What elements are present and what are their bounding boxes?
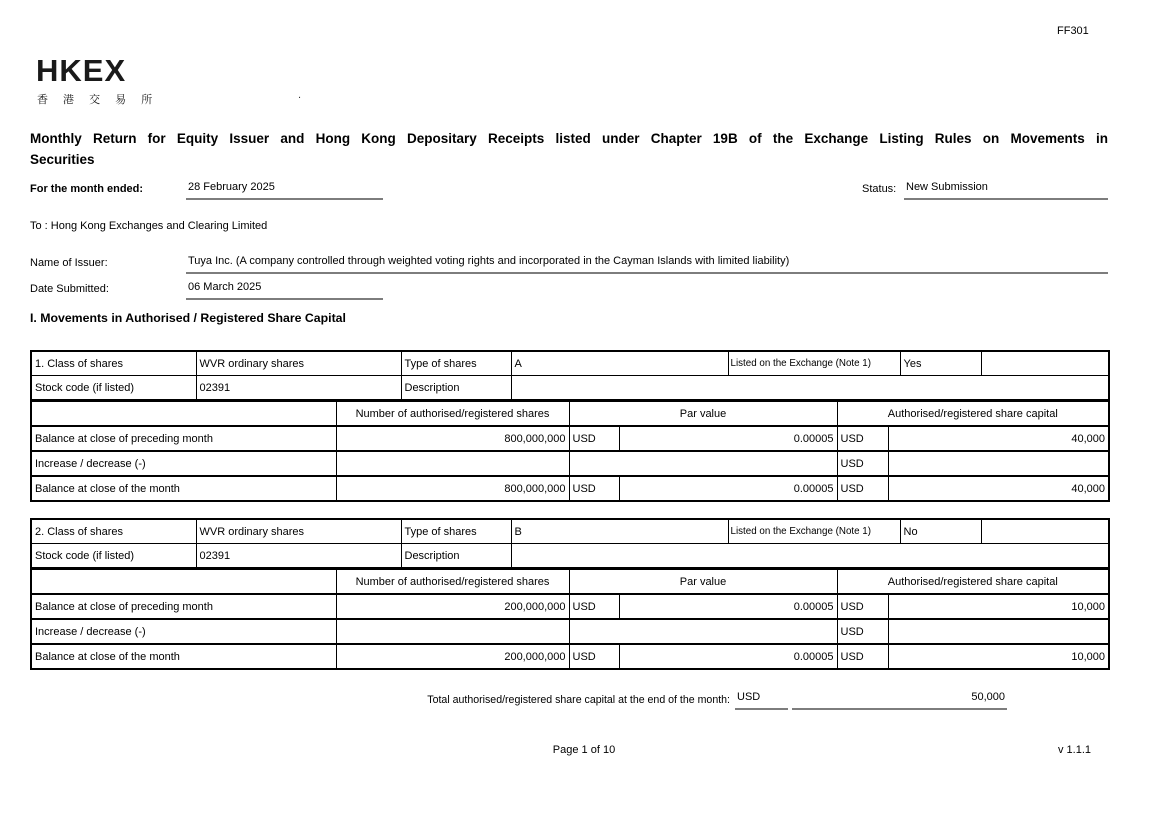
class-row	[31, 351, 1109, 376]
capital-currency-cell: USD	[837, 451, 888, 476]
figures-header-empty	[31, 569, 336, 594]
share-capital-cell	[888, 451, 1109, 476]
row-label: Balance at close of preceding month	[31, 594, 336, 619]
row-label: Increase / decrease (-)	[31, 451, 336, 476]
number-of-shares-cell: 200,000,000	[336, 644, 569, 669]
total-capital-currency-field[interactable]: USD	[735, 690, 788, 710]
par-value-cell: 0.00005	[619, 594, 837, 619]
par-currency-cell: USD	[569, 476, 619, 501]
stock-code-value: 02391	[196, 376, 401, 400]
type-of-shares-label: Type of shares	[401, 519, 511, 544]
col-header-par-value: Par value	[569, 569, 837, 594]
issuer-name-field[interactable]: Tuya Inc. (A company controlled through weighted voting rights and incorporated in the Cayman Islands with limited liability)	[186, 254, 1108, 274]
share-class-table-1-info	[30, 350, 1110, 400]
balance-close-row	[31, 644, 1109, 669]
par-value-cell	[569, 619, 837, 644]
stock-code-value: 02391	[196, 544, 401, 568]
listed-on-exchange-label: Listed on the Exchange (Note 1)	[728, 351, 900, 376]
par-currency-cell: USD	[569, 594, 619, 619]
form-title-line1: Monthly Return for Equity Issuer and Hong Kong Depositary Receipts listed under Chapter 19B of the Exchange Listing Rules on Movements in	[30, 131, 1108, 146]
class-of-shares-label: 2. Class of shares	[31, 519, 196, 544]
stock-code-row	[31, 376, 1109, 400]
col-header-number: Number of authorised/registered shares	[336, 401, 569, 426]
share-capital-cell: 40,000	[888, 476, 1109, 501]
capital-currency-cell: USD	[837, 644, 888, 669]
class-of-shares-value: WVR ordinary shares	[196, 519, 401, 544]
number-of-shares-cell	[336, 451, 569, 476]
share-class-table-1	[30, 350, 1108, 502]
date-submitted-field[interactable]: 06 March 2025	[186, 280, 383, 300]
addressee-line: To : Hong Kong Exchanges and Clearing Limited	[30, 220, 268, 232]
version-label: v 1.1.1	[1058, 744, 1092, 756]
share-class-table-1-figures	[30, 400, 1110, 502]
type-of-shares-value: A	[511, 351, 728, 376]
class-of-shares-label: 1. Class of shares	[31, 351, 196, 376]
month-ended-field[interactable]: 28 February 2025	[186, 180, 383, 200]
listed-on-exchange-label: Listed on the Exchange (Note 1)	[728, 519, 900, 544]
stock-code-label: Stock code (if listed)	[31, 376, 196, 400]
par-value-cell: 0.00005	[619, 644, 837, 669]
col-header-share-capital: Authorised/registered share capital	[837, 401, 1109, 426]
increase-decrease-row	[31, 619, 1109, 644]
number-of-shares-cell: 200,000,000	[336, 594, 569, 619]
balance-preceding-row	[31, 426, 1109, 451]
share-capital-cell: 10,000	[888, 644, 1109, 669]
share-capital-cell: 10,000	[888, 594, 1109, 619]
month-ended-label: For the month ended:	[30, 183, 144, 195]
date-submitted-label: Date Submitted:	[30, 283, 109, 295]
par-currency-cell: USD	[569, 644, 619, 669]
share-capital-cell	[888, 619, 1109, 644]
description-value	[511, 544, 1109, 568]
issuer-name-label: Name of Issuer:	[30, 257, 108, 269]
number-of-shares-cell	[336, 619, 569, 644]
form-title-line2: Securities	[30, 152, 95, 167]
row-label: Increase / decrease (-)	[31, 619, 336, 644]
capital-currency-cell: USD	[837, 594, 888, 619]
par-value-cell: 0.00005	[619, 426, 837, 451]
col-header-share-capital: Authorised/registered share capital	[837, 569, 1109, 594]
total-capital-value-field[interactable]: 50,000	[792, 690, 1007, 710]
capital-currency-cell: USD	[837, 619, 888, 644]
share-class-table-2	[30, 518, 1108, 670]
description-label: Description	[401, 376, 511, 400]
number-of-shares-cell: 800,000,000	[336, 476, 569, 501]
figures-header-row	[31, 569, 1109, 594]
par-value-cell: 0.00005	[619, 476, 837, 501]
hkex-logo: HKEX	[36, 53, 127, 88]
description-label: Description	[401, 544, 511, 568]
increase-decrease-row	[31, 451, 1109, 476]
figures-header-empty	[31, 401, 336, 426]
stock-code-label: Stock code (if listed)	[31, 544, 196, 568]
share-class-table-2-info	[30, 518, 1110, 568]
balance-preceding-row	[31, 594, 1109, 619]
listed-on-exchange-value: Yes	[900, 351, 981, 376]
hkex-logo-chinese: 香 港 交 易 所	[37, 94, 159, 106]
type-of-shares-label: Type of shares	[401, 351, 511, 376]
class-row	[31, 519, 1109, 544]
listed-on-exchange-value: No	[900, 519, 981, 544]
row-label: Balance at close of preceding month	[31, 426, 336, 451]
type-of-shares-value: B	[511, 519, 728, 544]
row-label: Balance at close of the month	[31, 476, 336, 501]
figures-header-row	[31, 401, 1109, 426]
capital-currency-cell: USD	[837, 426, 888, 451]
form-title	[30, 128, 1108, 170]
stock-code-row	[31, 544, 1109, 568]
status-label: Status:	[862, 183, 897, 195]
description-value	[511, 376, 1109, 400]
class-row-empty-cell	[981, 351, 1109, 376]
class-row-empty-cell	[981, 519, 1109, 544]
col-header-number: Number of authorised/registered shares	[336, 569, 569, 594]
page-number: Page 1 of 10	[552, 744, 616, 756]
par-currency-cell: USD	[569, 426, 619, 451]
row-label: Balance at close of the month	[31, 644, 336, 669]
status-field[interactable]: New Submission	[904, 180, 1108, 200]
section1-heading: I. Movements in Authorised / Registered Share Capital	[30, 311, 346, 325]
share-class-table-2-figures	[30, 568, 1110, 670]
par-value-cell	[569, 451, 837, 476]
form-code: FF301	[1057, 25, 1089, 37]
total-capital-label: Total authorised/registered share capital at the end of the month:	[427, 694, 730, 706]
balance-close-row	[31, 476, 1109, 501]
share-capital-cell: 40,000	[888, 426, 1109, 451]
col-header-par-value: Par value	[569, 401, 837, 426]
capital-currency-cell: USD	[837, 476, 888, 501]
class-of-shares-value: WVR ordinary shares	[196, 351, 401, 376]
stray-dot: .	[298, 89, 302, 101]
number-of-shares-cell: 800,000,000	[336, 426, 569, 451]
